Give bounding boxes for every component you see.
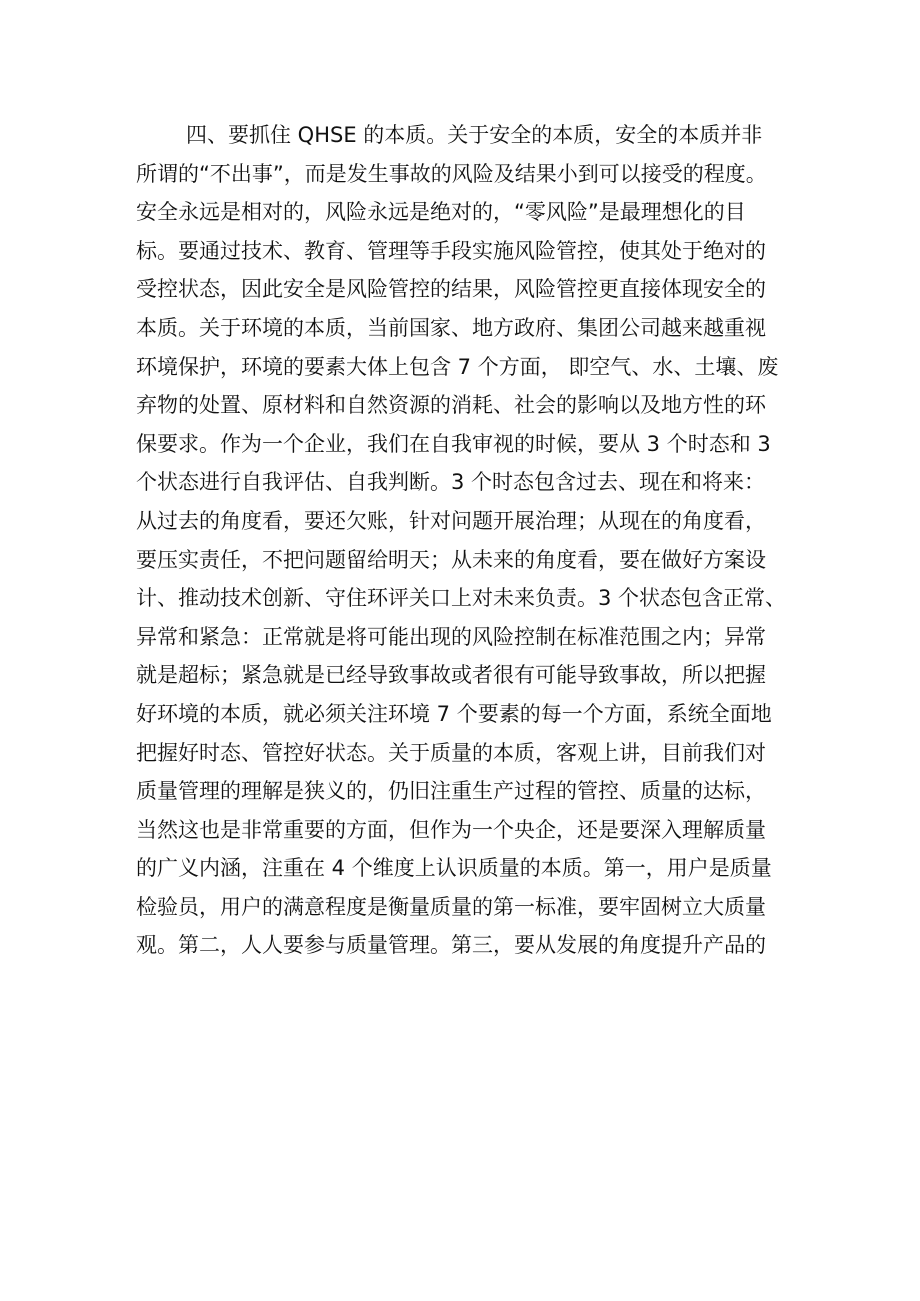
- text-line: 本质。关于环境的本质，当前国家、地方政府、集团公司越来越重视: [136, 315, 766, 340]
- text-line: 受控状态，因此安全是风险管控的结果，风险管控更直接体现安全的: [136, 277, 766, 302]
- text-line: 质量管理的理解是狭义的，仍旧注重生产过程的管控、质量的达标，: [136, 779, 766, 804]
- text-line: 弃物的处置、原材料和自然资源的消耗、社会的影响以及地方性的环: [136, 393, 766, 418]
- text-line: 观。第二，人人要参与质量管理。第三，要从发展的角度提升产品的: [136, 933, 766, 958]
- text-line: 把握好时态、管控好状态。关于质量的本质，客观上讲，目前我们对: [136, 740, 766, 765]
- body-paragraph: [136, 116, 796, 965]
- text-line: 所谓的“不出事”，而是发生事故的风险及结果小到可以接受的程度。: [136, 161, 767, 186]
- text-line: 标。要通过技术、教育、管理等手段实施风险管控，使其处于绝对的: [136, 238, 766, 263]
- text-line: 环境保护，环境的要素大体上包含 7 个方面， 即空气、水、土壤、废: [136, 354, 779, 379]
- text-line: 安全永远是相对的，风险永远是绝对的，“零风险”是最理想化的目: [136, 200, 746, 225]
- text-line: 检验员，用户的满意程度是衡量质量的第一标准，要牢固树立大质量: [136, 894, 766, 919]
- text-line: 从过去的角度看，要还欠账，针对问题开展治理；从现在的角度看，: [136, 508, 766, 533]
- text-line: 好环境的本质，就必须关注环境 7 个要素的每一个方面，系统全面地: [136, 701, 772, 726]
- text-line: 就是超标；紧急就是已经导致事故或者很有可能导致事故，所以把握: [136, 663, 766, 688]
- text-line: 四、要抓住 QHSE 的本质。关于安全的本质，安全的本质并非: [186, 123, 763, 147]
- text-line: 保要求。作为一个企业，我们在自我审视的时候，要从 3 个时态和 3: [136, 431, 771, 456]
- text-line: 要压实责任，不把问题留给明天；从未来的角度看，要在做好方案设: [136, 547, 766, 572]
- text-line: 计、推动技术创新、守住环评关口上对未来负责。3 个状态包含正常、: [136, 586, 787, 611]
- text-line: 当然这也是非常重要的方面，但作为一个央企，还是要深入理解质量: [136, 817, 766, 842]
- text-line: 的广义内涵，注重在 4 个维度上认识质量的本质。第一，用户是质量: [136, 856, 772, 881]
- text-line: 异常和紧急：正常就是将可能出现的风险控制在标准范围之内；异常: [136, 624, 766, 649]
- text-line: 个状态进行自我评估、自我判断。3 个时态包含过去、现在和将来：: [136, 470, 766, 495]
